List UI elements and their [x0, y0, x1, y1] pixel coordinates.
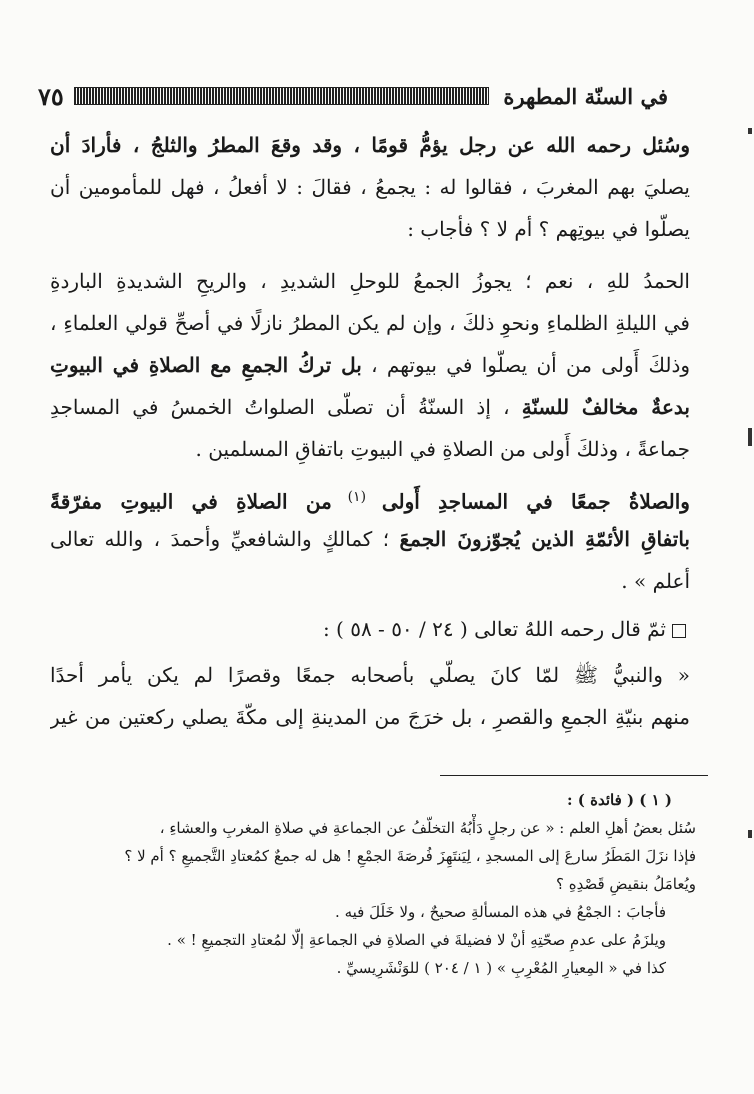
page-number: ٧٥: [38, 81, 64, 111]
main-text: [50, 124, 690, 738]
question-line-1: وسُئل رحمه الله عن رجل يؤمُّ قومًا ، وقد وقعَ المطرُ والثلجُ ، فأرادَ أن: [50, 133, 690, 157]
bold-phrase: بدعةٌ مخالفٌ للسنّةِ: [521, 395, 690, 419]
body-line: بدعةٌ مخالفٌ للسنّةِ ، إذ السنّةُ أن تصلّى الصلواتُ الخمسُ في المساجدِ: [50, 395, 690, 419]
body-line: وذلكَ أَولى من أن يصلّوا في بيوتهم ، بل تركُ الجمعِ مع الصلاةِ في البيوتِ: [50, 353, 690, 377]
body-line: الحمدُ للهِ ، نعم ؛ يجوزُ الجمعُ للوحلِ الشديدِ ، والريحِ الشديدةِ الباردةِ: [50, 269, 690, 293]
scan-margin-mark: [748, 128, 752, 134]
body-line: « والنبيُّ ﷺ لمّا كانَ يصلّي بأصحابه جمعًا وقصرًا لم يكن يأمر أحدًا: [50, 663, 690, 687]
footnote-line: سُئل بعضُ أهلِ العلم : « عن رجلٍ دَأْبُهُ التخلّفُ عن الجماعةِ في صلاةِ المغربِ والعشاءِ ،: [159, 819, 696, 837]
body-line: باتفاقِ الأئمّةِ الذين يُجوّزونَ الجمعَ ؛ كمالكٍ والشافعيِّ وأحمدَ ، والله تعالى: [50, 527, 690, 551]
bold-phrase: بل تركُ الجمعِ مع الصلاةِ في البيوتِ: [50, 353, 362, 377]
body-line: جماعةً ، وذلكَ أَولى من الصلاةِ في البيوتِ باتفاقِ المسلمين .: [195, 437, 690, 461]
body-line: في الليلةِ الظلماءِ ونحوِ ذلكَ ، وإن لم يكن المطرُ نازلًا في أصحِّ قولي العلماءِ ،: [50, 311, 690, 335]
square-bullet-icon: [672, 624, 686, 638]
scan-margin-mark: [748, 428, 752, 446]
footnote-separator: [440, 775, 708, 776]
footnote-answer-line: فأجابَ : الجمْعُ في هذه المسألةِ صحيحٌ ، ولا خَلَلَ فيه .: [335, 903, 666, 921]
footnotes: [60, 786, 696, 982]
bold-phrase: والصلاةُ جمعًا في المساجدِ أَولى: [381, 489, 690, 514]
bold-phrase: باتفاقِ الأئمّةِ الذين يُجوّزونَ الجمعَ: [399, 527, 690, 551]
footnote-line: ويُعامَلُ بنقيضِ قَصْدِهِ ؟: [556, 875, 696, 893]
page-header: [38, 78, 668, 114]
body-line: أعلم » .: [621, 569, 690, 593]
quote-intro-line: ثمّ قال رحمه اللهُ تعالى ( ٢٤ / ٥٠ - ٥٨ ) :: [50, 608, 690, 650]
footnote-heading: ( ١ ) ( فائدة ) :: [567, 791, 672, 809]
running-title: في السنّة المطهرة: [503, 83, 668, 109]
bold-phrase: من الصلاةِ في البيوتِ مفرّقةً: [50, 489, 332, 514]
header-rule: [74, 87, 490, 105]
body-line: [50, 124, 690, 166]
footnote-reference: (١): [331, 489, 382, 505]
body-line: منهم بنيّةِ الجمعِ والقصرِ ، بل خرَجَ من المدينةِ إلى مكّةَ يصلي ركعتين من غير: [50, 705, 690, 729]
footnote-line: فإذا نزَلَ المَطَرُ سارعَ إلى المسجدِ ، لِيَنتَهِزَ فُرصَةَ الجمْعِ ! هل له جمعٌ كمُعتادِ التَّجميعِ ؟ أم لا ؟: [124, 847, 696, 865]
body-line: يصليَ بهم المغربَ ، فقالوا له : يجمعُ ، فقالَ : لا أفعلُ ، فهل للمأمومين أن: [50, 175, 690, 199]
body-line: [50, 476, 690, 518]
footnote-answer-line: ويلزَمُ على عدمِ صحّتِهِ أنْ لا فضيلةَ في الصلاةِ في الجماعةِ إلّا لمُعتادِ التجميعِ ! » .: [167, 931, 666, 949]
footnote-citation: كذا في « المِعيارِ المُعْرِبِ » ( ١ / ٢٠٤ ) للوَنْشَرِيسيِّ .: [336, 959, 666, 977]
scan-margin-mark: [748, 830, 752, 838]
body-line: يصلّوا في بيوتِهم ؟ أم لا ؟ فأجاب :: [407, 217, 690, 241]
